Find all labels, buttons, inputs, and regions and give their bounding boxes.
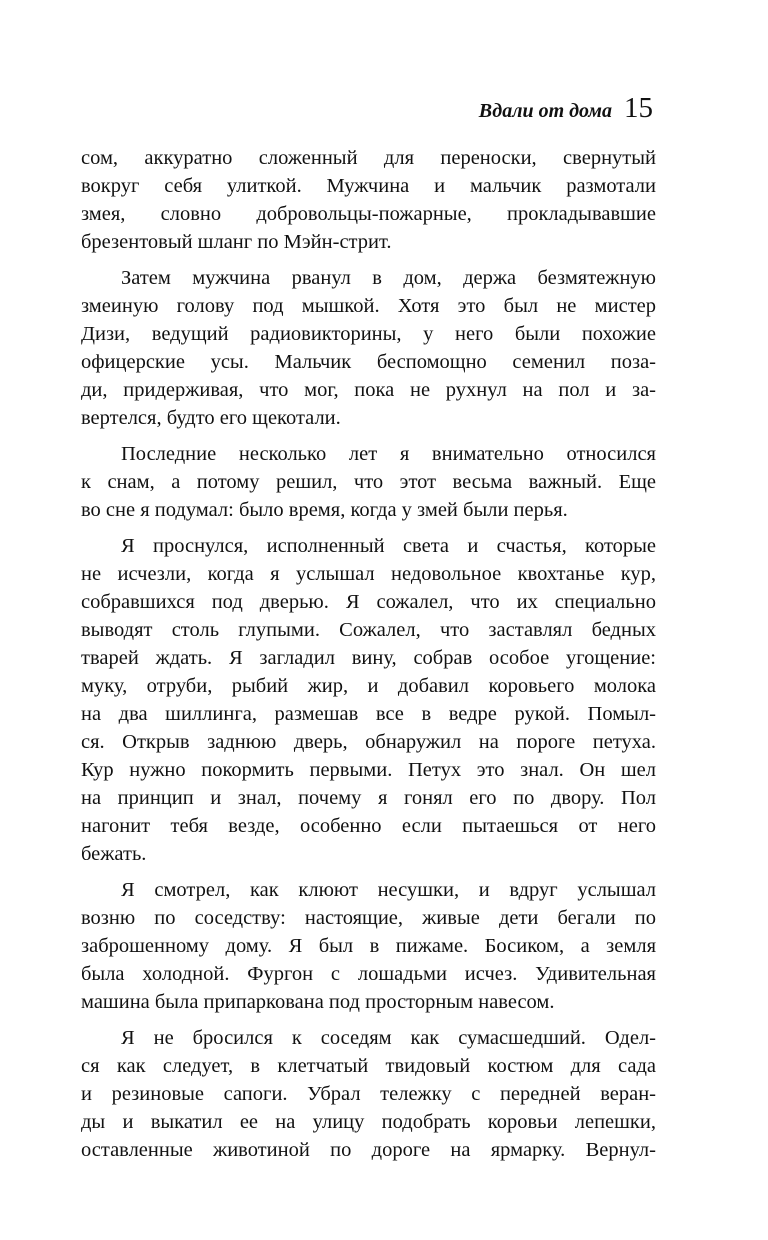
text-line: нагонит тебя везде, особенно если пытаешься от него [81, 815, 656, 837]
text-line: вертелся, будто его щекотали. [81, 407, 341, 429]
text-line: выводят столь глупыми. Сожалел, что заставлял бедных [81, 619, 656, 641]
text-line: змеиную голову под мышкой. Хотя это был не мистер [81, 295, 656, 317]
text-line: ся. Открыв заднюю дверь, обнаружил на пороге петуха. [81, 731, 656, 753]
text-line: возню по соседству: настоящие, живые дети бегали по [81, 907, 656, 929]
text-line: Кур нужно покормить первыми. Петух это знал. Он шел [81, 759, 656, 781]
text-line: Я смотрел, как клюют несушки, и вдруг услышал [121, 879, 656, 901]
text-line: Я проснулся, исполненный света и счастья, которые [121, 535, 656, 557]
text-line: на два шиллинга, размешав все в ведре рукой. Помыл- [81, 703, 656, 725]
text-line: оставленные животиной по дороге на ярмарку. Вернул- [81, 1139, 656, 1161]
text-line: бежать. [81, 843, 147, 865]
text-line: собравшихся под дверью. Я сожалел, что их специально [81, 591, 656, 613]
text-line: на принцип и знал, почему я гонял его по двору. Пол [81, 787, 656, 809]
text-line: машина была припаркована под просторным навесом. [81, 991, 555, 1013]
text-line: тварей ждать. Я загладил вину, собрав особое угощение: [81, 647, 656, 669]
page-number: 15 [624, 92, 653, 124]
text-line: была холодной. Фургон с лошадьми исчез. Удивительная [81, 963, 656, 985]
text-line: Затем мужчина рванул в дом, держа безмятежную [121, 267, 656, 289]
running-title: Вдали от дома [478, 100, 612, 122]
text-line: и резиновые сапоги. Убрал тележку с передней веран- [81, 1083, 656, 1105]
text-line: ды и выкатил ее на улицу подобрать коровьи лепешки, [81, 1111, 656, 1133]
text-line: брезентовый шланг по Мэйн-стрит. [81, 231, 392, 253]
text-line: вокруг себя улиткой. Мужчина и мальчик размотали [81, 175, 656, 197]
text-line: во сне я подумал: было время, когда у змей были перья. [81, 499, 568, 521]
running-header [479, 92, 653, 132]
text-line: к снам, а потому решил, что этот весьма важный. Еще [81, 471, 656, 493]
text-line: ся как следует, в клетчатый твидовый костюм для сада [81, 1055, 656, 1077]
text-line: Дизи, ведущий радиовикторины, у него были похожие [81, 323, 656, 345]
text-line: Я не бросился к соседям как сумасшедший. Одел- [121, 1027, 656, 1049]
text-line: Последние несколько лет я внимательно относился [121, 443, 656, 465]
body-text [81, 144, 656, 1164]
text-line: муку, отруби, рыбий жир, и добавил коровьего молока [81, 675, 656, 697]
text-line: заброшенному дому. Я был в пижаме. Босиком, а земля [81, 935, 656, 957]
text-line: змея, словно добровольцы-пожарные, прокладывавшие [81, 203, 656, 225]
text-line: ди, придерживая, что мог, пока не рухнул на пол и за- [81, 379, 656, 401]
text-line: офицерские усы. Мальчик беспомощно семенил поза- [81, 351, 656, 373]
text-line: сом, аккуратно сложенный для переноски, свернутый [81, 147, 656, 169]
text-line: не исчезли, когда я услышал недовольное квохтанье кур, [81, 563, 656, 585]
